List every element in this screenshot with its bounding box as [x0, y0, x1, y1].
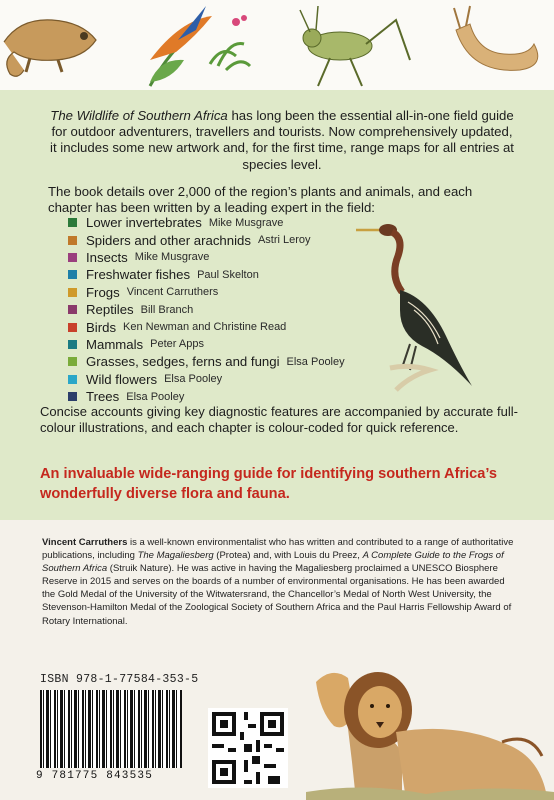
chapter-author: Elsa Pooley	[164, 373, 223, 386]
bio-book-2: A Complete Guide to the Frogs of Southern Africa	[42, 550, 504, 575]
chapter-item	[68, 214, 378, 231]
barcode	[40, 690, 182, 768]
isbn-label: ISBN 978-1-77584-353-5	[40, 673, 199, 686]
chapter-color-swatch-icon	[68, 340, 77, 349]
chapter-color-swatch-icon	[68, 392, 77, 401]
chapter-color-swatch-icon	[68, 218, 77, 227]
qr-code	[208, 708, 288, 788]
chapter-name: Freshwater fishes	[86, 267, 191, 283]
chapter-item	[68, 284, 378, 301]
chapter-name: Wild flowers	[86, 371, 158, 387]
chapter-item	[68, 353, 378, 370]
details-paragraph: The book details over 2,000 of the region’s plants and animals, and each chapter has been written by a leading expert in the field:	[48, 184, 473, 216]
chapter-author: Bill Branch	[140, 303, 194, 316]
bio-text-1: is a well-known environmentalist who has written and contributed to a range of authoritative publications, including	[42, 537, 514, 562]
slug-illustration	[454, 6, 538, 70]
chapter-author: Astri Leroy	[257, 234, 311, 247]
barcode-digits: 9 781775 843535	[36, 770, 154, 782]
chapter-name: Birds	[86, 319, 117, 335]
chapter-name: Frogs	[86, 284, 120, 300]
bio-text-3: (Struik Nature). He was active in having the Magaliesberg proclaimed a UNESCO Biosphere Reserve in 2015 and serves on the boards of a number of environmental organisations. He has been awarded the Gold Medal of the University of the Witwatersrand, the Chancellor’s Medal of North West University, the Stevenson-Hamilton Medal of the Zoological Society of Southern Africa and the Paul Harris Fellowship Award of Rotary International.	[42, 563, 512, 627]
chapter-author: Vincent Carruthers	[126, 286, 219, 299]
insect-illustration	[300, 6, 410, 86]
chapter-name: Reptiles	[86, 302, 134, 318]
bio-book-1: The Magaliesberg	[137, 550, 214, 562]
chapter-color-swatch-icon	[68, 323, 77, 332]
chapter-item	[68, 336, 378, 353]
illustration-strip-art	[0, 0, 554, 90]
chapter-author: Peter Apps	[150, 338, 204, 351]
chapter-name: Lower invertebrates	[86, 215, 202, 231]
chapter-color-swatch-icon	[68, 236, 77, 245]
chapter-item	[68, 318, 378, 335]
chapter-item	[68, 266, 378, 283]
chapter-author: Mike Musgrave	[208, 216, 284, 229]
chapter-item	[68, 371, 378, 388]
book-title: The Wildlife of Southern Africa	[50, 108, 228, 123]
chapter-author: Elsa Pooley	[286, 355, 345, 368]
lions-illustration	[306, 652, 554, 800]
intro-paragraph	[48, 108, 516, 173]
chameleon-illustration	[4, 20, 96, 76]
darter-bird-illustration	[350, 218, 490, 398]
chapter-color-swatch-icon	[68, 253, 77, 262]
chapter-author: Mike Musgrave	[134, 251, 210, 264]
strelitzia-illustration	[150, 6, 250, 86]
chapter-item	[68, 301, 378, 318]
tagline: An invaluable wide-ranging guide for identifying southern Africa’s wonderfully diverse flora and fauna.	[40, 466, 498, 502]
chapter-name: Grasses, sedges, ferns and fungi	[86, 354, 280, 370]
chapter-item	[68, 249, 378, 266]
chapter-author: Ken Newman and Christine Read	[123, 321, 287, 334]
chapter-color-swatch-icon	[68, 375, 77, 384]
chapter-color-swatch-icon	[68, 357, 77, 366]
chapter-name: Mammals	[86, 336, 144, 352]
chapter-name: Trees	[86, 389, 120, 405]
chapter-color-swatch-icon	[68, 288, 77, 297]
author-name: Vincent Carruthers	[42, 537, 128, 548]
chapter-author: Paul Skelton	[197, 268, 259, 281]
chapter-list	[68, 214, 378, 405]
chapter-item	[68, 388, 378, 405]
author-bio	[42, 536, 520, 628]
chapter-author: Elsa Pooley	[126, 390, 185, 403]
chapter-color-swatch-icon	[68, 270, 77, 279]
header-illustration-strip	[0, 0, 554, 90]
chapter-name: Insects	[86, 249, 128, 265]
intro-text: has long been the essential all-in-one field guide for outdoor adventurers, travellers and tourists. Now comprehensively updated, it includes some new artwork and, for the first time, range maps for all entries at species level.	[50, 108, 514, 172]
chapter-name: Spiders and other arachnids	[86, 232, 251, 248]
concise-paragraph: Concise accounts giving key diagnostic features are accompanied by accurate full-colour illustrations, and each chapter is colour-coded for quick reference.	[40, 404, 518, 435]
bio-text-2: (Protea) and, with Louis du Preez,	[213, 550, 363, 562]
chapter-item	[68, 231, 378, 248]
chapter-color-swatch-icon	[68, 305, 77, 314]
